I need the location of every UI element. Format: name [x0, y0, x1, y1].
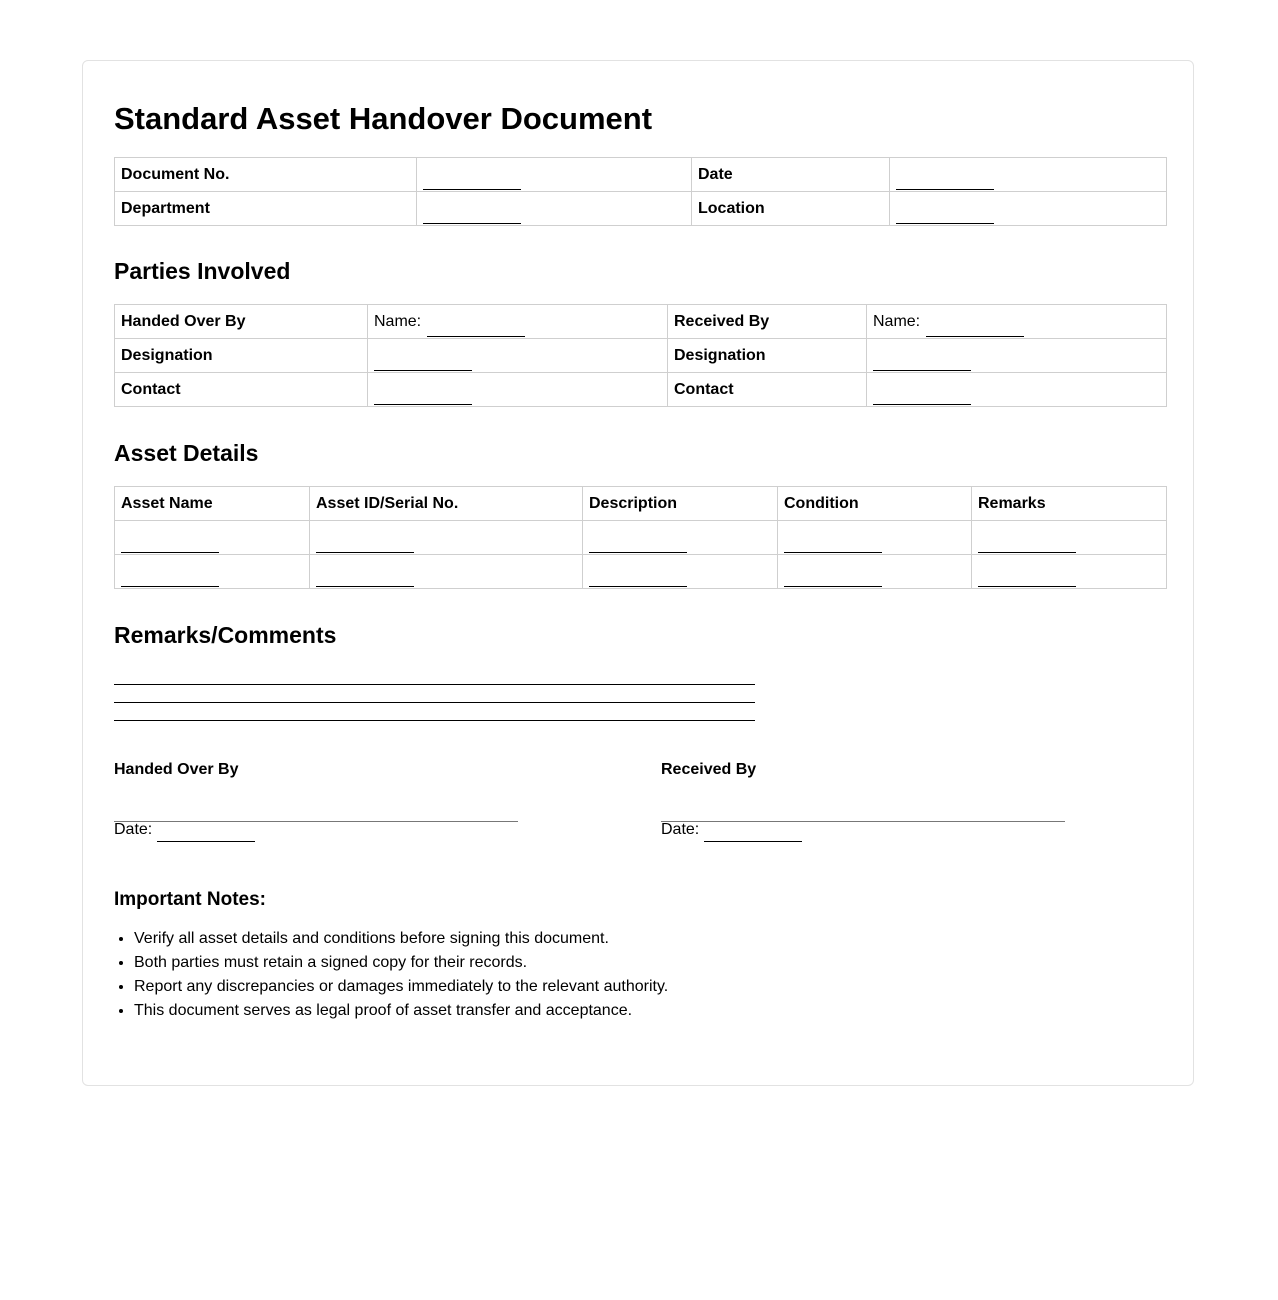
remarks-field[interactable]: [972, 521, 1167, 555]
handed-over-designation-field[interactable]: [368, 339, 668, 373]
parties-heading: Parties Involved: [114, 258, 291, 284]
document-no-label: Document No.: [115, 158, 417, 192]
date-prefix: Date:: [661, 821, 700, 838]
blank-line: [589, 569, 687, 587]
description-field[interactable]: [583, 555, 778, 589]
received-name-field[interactable]: [867, 305, 1167, 339]
contact-label: Contact: [668, 373, 867, 407]
department-field[interactable]: [417, 192, 692, 226]
document-card: [82, 60, 1194, 1086]
condition-field[interactable]: [778, 521, 972, 555]
table-header-row: [115, 487, 1167, 521]
blank-line: [784, 569, 882, 587]
list-item: • This document serves as legal proof of asset transfer and acceptance.: [134, 999, 668, 1023]
document-title: Standard Asset Handover Document: [114, 101, 653, 136]
blank-line: [427, 319, 525, 337]
remarks-line[interactable]: [114, 720, 755, 721]
blank-line: [978, 569, 1076, 587]
asset-name-field[interactable]: [115, 555, 310, 589]
table-row: [115, 373, 1167, 407]
date-label: Date: [692, 158, 890, 192]
parties-table: [114, 304, 1167, 407]
asset-id-field[interactable]: [310, 555, 583, 589]
blank-line: [926, 319, 1024, 337]
blank-line: [374, 353, 472, 371]
description-field[interactable]: [583, 521, 778, 555]
asset-details-heading: Asset Details: [114, 440, 259, 466]
blank-line: [423, 172, 521, 190]
list-item: • Report any discrepancies or damages immediately to the relevant authority.: [134, 975, 668, 999]
important-notes-list: [114, 927, 668, 1023]
handed-over-by-label: Handed Over By: [115, 305, 368, 339]
header-info-table: [114, 157, 1167, 226]
table-row: [115, 305, 1167, 339]
blank-line: [121, 569, 219, 587]
signature-received-date: [661, 821, 802, 839]
name-prefix: Name:: [873, 312, 921, 330]
remarks-heading: Remarks/Comments: [114, 622, 337, 648]
blank-line: [873, 387, 971, 405]
asset-table: [114, 486, 1167, 589]
date-field[interactable]: [890, 158, 1167, 192]
signature-received-label: Received By: [661, 761, 757, 778]
column-header-asset-id: Asset ID/Serial No.: [310, 487, 583, 521]
signature-handed-over-label: Handed Over By: [114, 761, 239, 778]
date-blank-line[interactable]: [157, 824, 255, 842]
signature-handed-over-date: [114, 821, 255, 839]
asset-name-field[interactable]: [115, 521, 310, 555]
blank-line: [374, 387, 472, 405]
received-by-label: Received By: [668, 305, 867, 339]
blank-line: [121, 535, 219, 553]
table-row: [115, 521, 1167, 555]
handed-over-name-field[interactable]: [368, 305, 668, 339]
department-label: Department: [115, 192, 417, 226]
important-notes-title: Important Notes:: [114, 889, 266, 910]
table-row: [115, 192, 1167, 226]
remarks-field[interactable]: [972, 555, 1167, 589]
blank-line: [589, 535, 687, 553]
designation-label: Designation: [115, 339, 368, 373]
location-field[interactable]: [890, 192, 1167, 226]
contact-label: Contact: [115, 373, 368, 407]
column-header-condition: Condition: [778, 487, 972, 521]
blank-line: [873, 353, 971, 371]
column-header-remarks: Remarks: [972, 487, 1167, 521]
date-blank-line[interactable]: [704, 824, 802, 842]
blank-line: [316, 535, 414, 553]
asset-id-field[interactable]: [310, 521, 583, 555]
remarks-line[interactable]: [114, 702, 755, 703]
list-item: • Both parties must retain a signed copy for their records.: [134, 951, 668, 975]
handed-over-contact-field[interactable]: [368, 373, 668, 407]
blank-line: [423, 206, 521, 224]
blank-line: [896, 172, 994, 190]
table-row: [115, 339, 1167, 373]
condition-field[interactable]: [778, 555, 972, 589]
blank-line: [784, 535, 882, 553]
blank-line: [978, 535, 1076, 553]
column-header-asset-name: Asset Name: [115, 487, 310, 521]
received-designation-field[interactable]: [867, 339, 1167, 373]
list-item: • Verify all asset details and conditions before signing this document.: [134, 927, 668, 951]
remarks-line[interactable]: [114, 684, 755, 685]
location-label: Location: [692, 192, 890, 226]
received-contact-field[interactable]: [867, 373, 1167, 407]
blank-line: [896, 206, 994, 224]
designation-label: Designation: [668, 339, 867, 373]
document-no-field[interactable]: [417, 158, 692, 192]
blank-line: [316, 569, 414, 587]
table-row: [115, 158, 1167, 192]
column-header-description: Description: [583, 487, 778, 521]
name-prefix: Name:: [374, 312, 422, 330]
table-row: [115, 555, 1167, 589]
date-prefix: Date:: [114, 821, 153, 838]
